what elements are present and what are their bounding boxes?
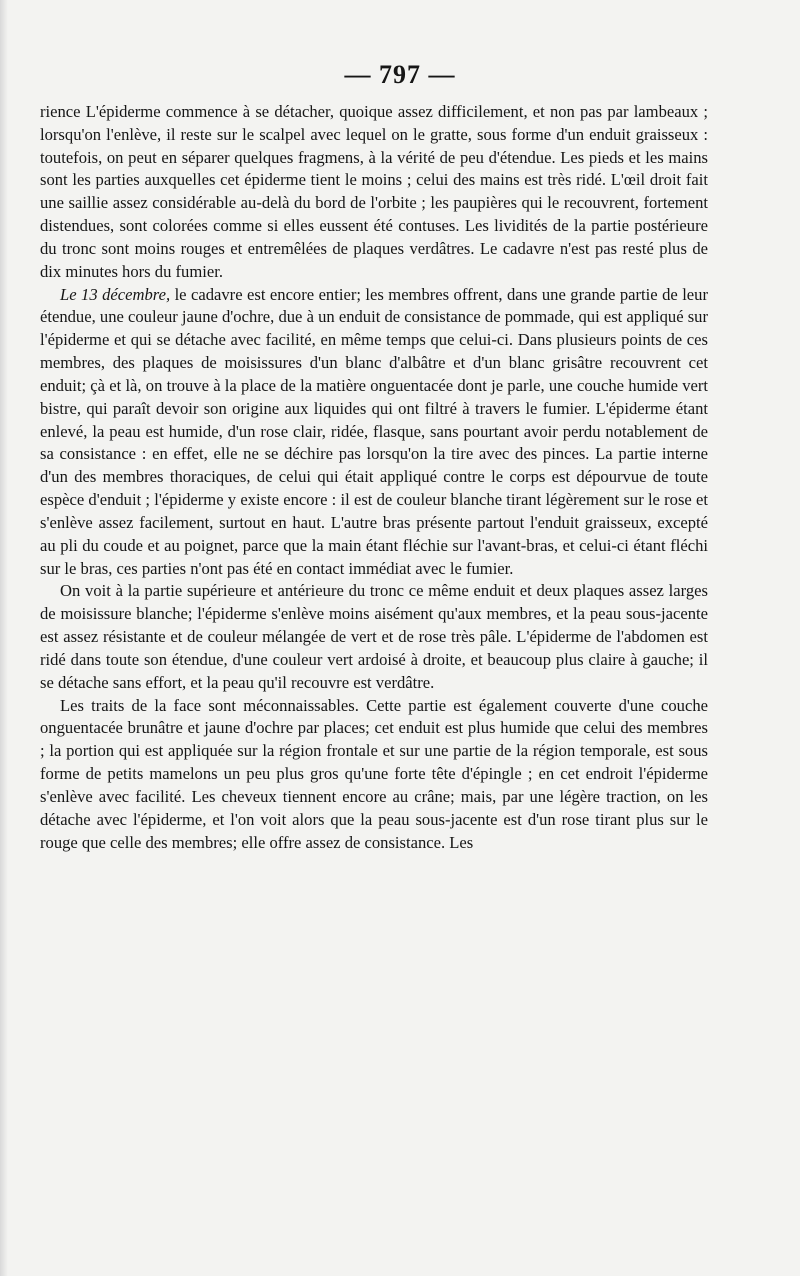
paragraph-3: On voit à la partie supérieure et antérieure du tronc ce même enduit et deux plaques assez larges de moisissure blanche; l'épiderme s'enlève moins aisément qu'aux membres, et la peau sous-jacente est assez résistante et de couleur mélangée de vert et de rose très pâle. L'épiderme de l'abdomen est ridé dans toute son étendue, d'une couleur vert ardoisé à droite, et beaucoup plus claire à gauche; il se détache sans effort, et la peau qu'il recouvre est verdâtre. [40,581,708,692]
body-text [40,101,708,854]
paragraph-2 [40,284,708,581]
paragraph-2-text: le cadavre est encore entier; les membres offrent, dans une grande partie de leur étendue, une couleur jaune d'ochre, due à un enduit de consistance de pommade, qui est appliqué sur l'épiderme et qui se détache avec facilité, en même temps que celui-ci. Dans plusieurs points de ces membres, des plaques de moisissures d'un blanc d'albâtre et d'un blanc grisâtre recouvrent cet enduit; çà et là, on trouve à la place de la matière onguentacée dont je parle, une couche humide vert bistre, qui paraît devoir son origine aux liquides qui ont filtré à travers le fumier. L'épiderme étant enlevé, la peau est humide, d'un rose clair, ridée, flasque, sans pourtant avoir perdu notablement de sa consistance : en effet, elle ne se déchire pas lorsqu'on la tire avec des pinces. La partie interne d'un des membres thoraciques, de celui qui était appliqué contre le corps est dépourvue de toute espèce d'enduit ; l'épiderme y existe encore : il est de couleur blanche tirant légèrement sur le rose et s'enlève assez facilement, surtout en haut. L'autre bras présente partout l'enduit graisseux, excepté au pli du coude et au poignet, parce que la main étant fléchie sur l'avant-bras, et celui-ci étant fléchi sur le bras, ces parties n'ont pas été en contact immédiat avec le fumier. [40,284,708,578]
page-edge-shadow [0,0,8,1276]
paragraph-2-date: Le 13 décembre, [60,284,171,304]
page-number: — 797 — [344,60,456,89]
paragraph-4: Les traits de la face sont méconnaissables. Cette partie est également couverte d'une couche onguentacée brunâtre et jaune d'ochre par places; cet enduit est plus humide que celui des membres ; la portion qui est appliquée sur la région frontale et sur une partie de la région temporale, est sous forme de petits mamelons un peu plus gros qu'une forte tête d'épingle ; en cet endroit l'épiderme s'enlève avec facilité. Les cheveux tiennent encore au crâne; mais, par une légère traction, on les détache avec l'épiderme, et l'on voit alors que la peau sous-jacente est d'un rose tirant plus sur le rouge que celle des membres; elle offre assez de consistance. Les [40,695,708,852]
paragraph-1: rience L'épiderme commence à se détacher, quoique assez difficilement, et non pas par lambeaux ; lorsqu'on l'enlève, il reste sur le scalpel avec lequel on le gratte, sous forme d'un enduit graisseux : toutefois, on peut en séparer quelques fragmens, à la vérité de peu d'étendue. Les pieds et les mains sont les parties auxquelles cet épiderme tient le moins ; celui des mains est très ridé. L'œil droit fait une saillie assez considérable au-delà du bord de l'orbite ; les paupières qui le recouvrent, fortement distendues, sont colorées comme si elles eussent été contuses. Les lividités de la partie postérieure du tronc sont moins rouges et entremêlées de plaques verdâtres. Le cadavre n'est pas resté plus de dix minutes hors du fumier. [40,102,708,281]
